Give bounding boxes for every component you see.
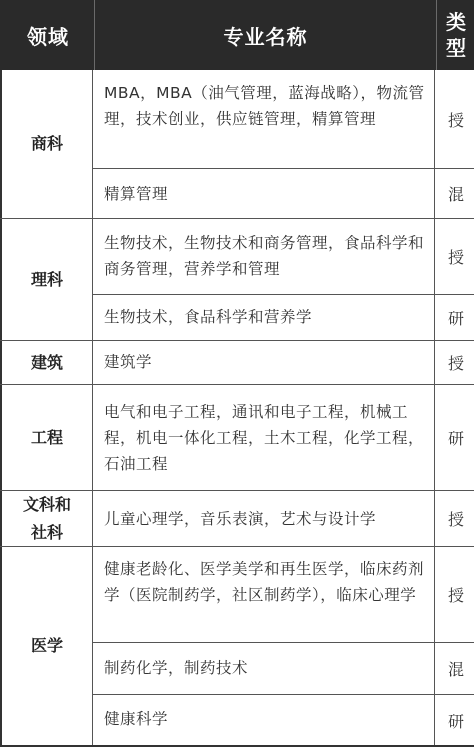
- domain-architecture: 建筑: [30, 352, 63, 372]
- type-cell: 授: [447, 110, 464, 130]
- domain-arts-social-line2: 社科: [30, 522, 63, 542]
- major-cell: 建筑学: [104, 353, 153, 371]
- major-cell: 生物技术，生物技术和商务管理，食品科学和商务管理，营养学和管理: [104, 234, 425, 278]
- domain-engineering: 工程: [30, 427, 63, 447]
- major-cell: 儿童心理学，音乐表演，艺术与设计学: [104, 510, 377, 528]
- major-cell: 生物技术，食品科学和营养学: [104, 308, 313, 326]
- type-cell: 研: [447, 711, 464, 731]
- subrow-divider: [92, 168, 474, 169]
- table-header: [0, 0, 474, 70]
- domain-arts-social: [2, 491, 92, 546]
- subrow-divider: [92, 642, 474, 643]
- major-cell: 制药化学，制药技术: [104, 659, 249, 677]
- header-type-line2: 型: [446, 36, 467, 60]
- header-domain: 领域: [27, 24, 69, 49]
- domain-business: 商科: [30, 134, 63, 153]
- type-cell: 研: [447, 309, 464, 328]
- type-cell: 授: [447, 586, 464, 605]
- major-cell: 精算管理: [104, 185, 169, 203]
- domain-science: 理科: [30, 269, 63, 289]
- major-cell: 电气和电子工程，通讯和电子工程，机械工程，机电一体化工程，土木工程，化学工程，石油工程: [104, 403, 425, 473]
- domain-arts-social-line1: 文科和: [22, 494, 71, 514]
- type-cell: 授: [447, 510, 464, 529]
- type-cell: 混: [447, 185, 464, 204]
- major-cell: 健康老龄化、医学美学和再生医学，临床药剂学（医院制药学，社区制药学），临床心理学: [104, 560, 425, 604]
- type-cell: 混: [447, 660, 464, 679]
- subrow-divider: [92, 294, 474, 295]
- subrow-divider: [92, 694, 474, 695]
- type-cell: 研: [447, 429, 464, 448]
- major-cell: MBA，MBA（油气管理，蓝海战略），物流管理，技术创业，供应链管理，精算管理: [104, 84, 425, 128]
- header-type-line1: 类: [446, 10, 467, 34]
- header-major: 专业名称: [223, 24, 308, 49]
- domain-medicine: 医学: [30, 636, 63, 655]
- major-cell: 健康科学: [104, 710, 169, 728]
- type-cell: 授: [447, 248, 464, 267]
- column-divider: [434, 70, 435, 747]
- type-cell: 授: [447, 354, 464, 373]
- header-type: [437, 0, 474, 70]
- column-divider: [92, 70, 93, 747]
